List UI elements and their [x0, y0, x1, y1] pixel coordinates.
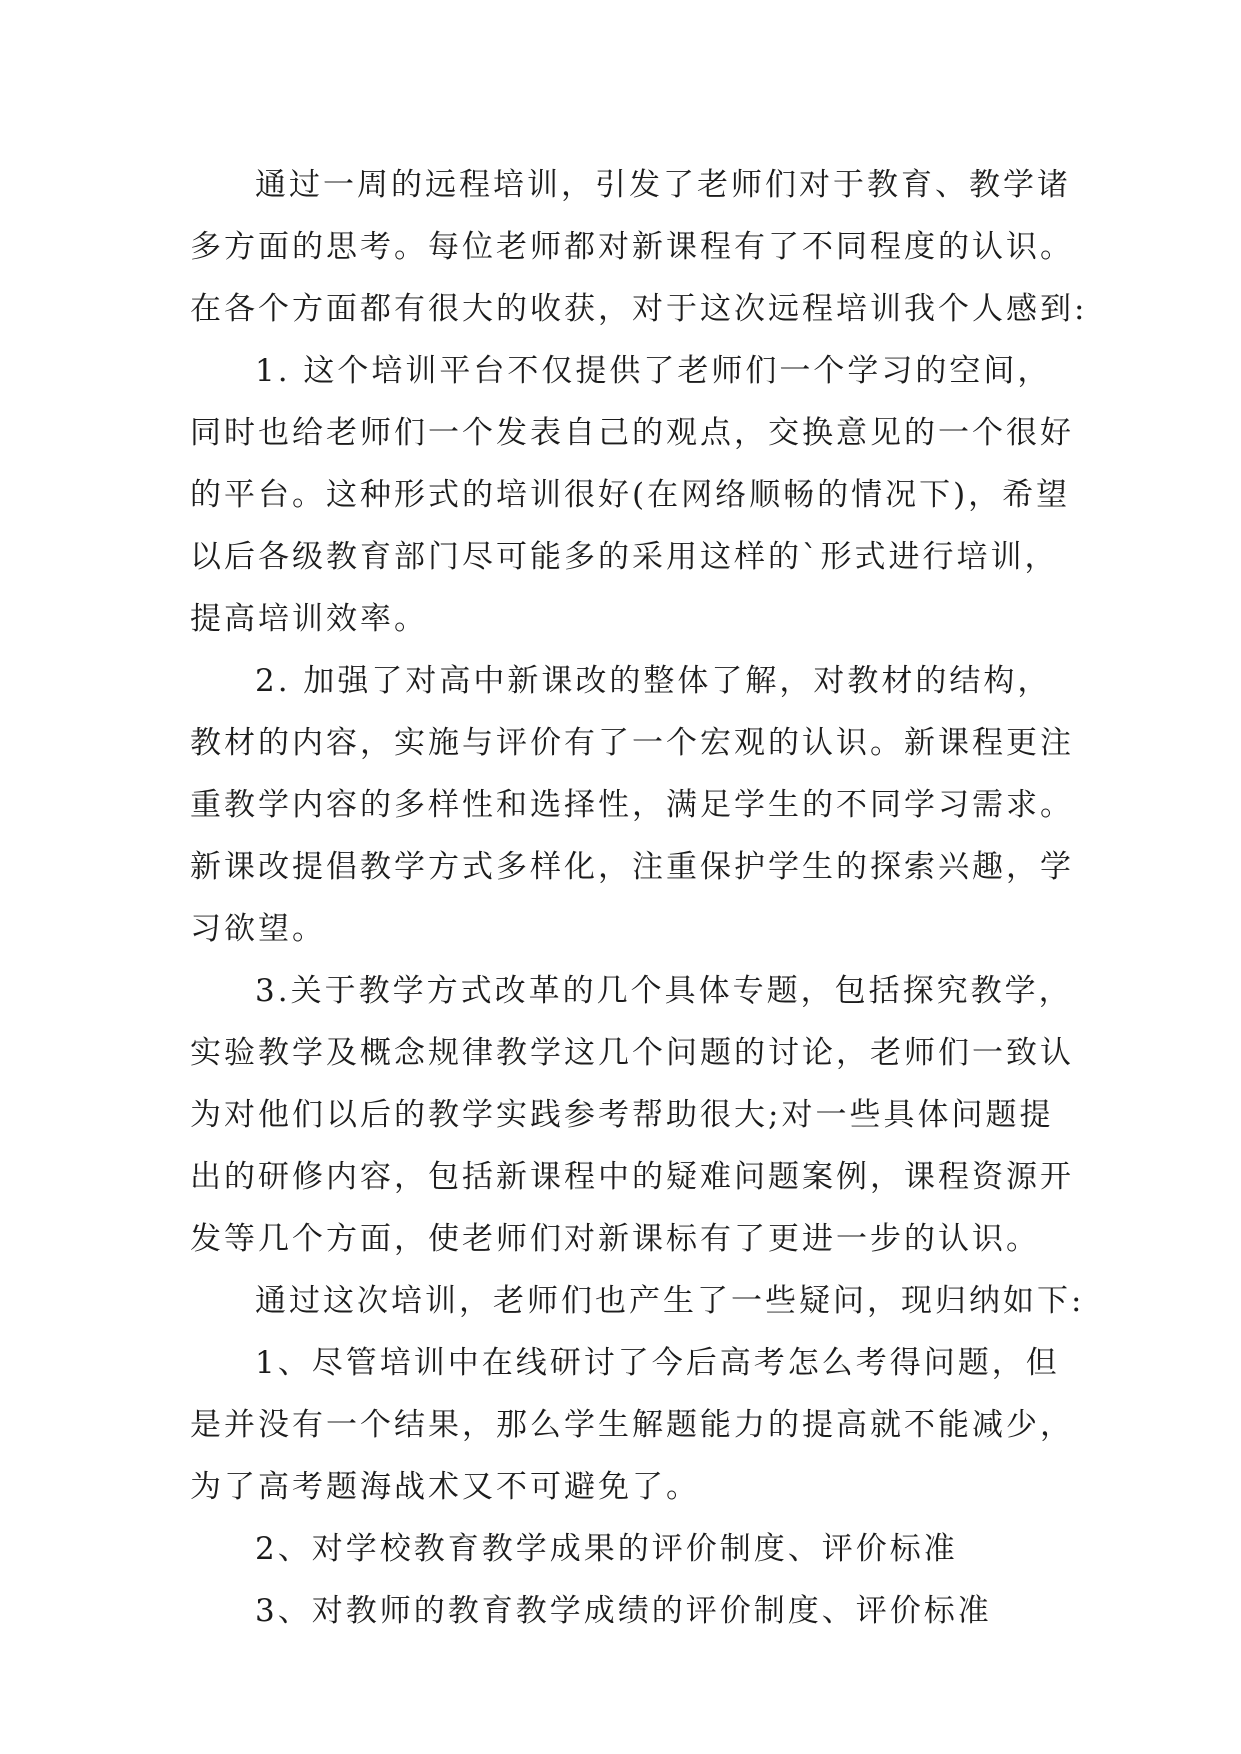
- text-line: 2、对学校教育教学成果的评价制度、评价标准: [255, 1531, 958, 1567]
- text-line: 3、对教师的教育教学成绩的评价制度、评价标准: [255, 1593, 992, 1629]
- text-line: 在各个方面都有很大的收获，对于这次远程培训我个人感到:: [190, 291, 1088, 327]
- text-line: 的平台。这种形式的培训很好(在网络顺畅的情况下)，希望: [190, 477, 1071, 513]
- text-line: 以后各级教育部门尽可能多的采用这样的`形式进行培训，: [190, 539, 1059, 575]
- text-line: 通过这次培训，老师们也产生了一些疑问，现归纳如下:: [255, 1283, 1085, 1319]
- text-line: 出的研修内容，包括新课程中的疑难问题案例，课程资源开: [190, 1159, 1074, 1195]
- text-line: 为对他们以后的教学实践参考帮助很大;对一些具体问题提: [190, 1097, 1054, 1133]
- text-line: 发等几个方面，使老师们对新课标有了更进一步的认识。: [190, 1221, 1040, 1257]
- text-line: 多方面的思考。每位老师都对新课程有了不同程度的认识。: [190, 229, 1074, 265]
- text-line: 新课改提倡教学方式多样化，注重保护学生的探索兴趣，学: [190, 849, 1074, 885]
- text-line: 提高培训效率。: [190, 601, 428, 637]
- text-line: 3.关于教学方式改革的几个具体专题，包括探究教学，: [255, 973, 1073, 1009]
- text-line: 同时也给老师们一个发表自己的观点，交换意见的一个很好: [190, 415, 1074, 451]
- text-line: 通过一周的远程培训，引发了老师们对于教育、教学诸: [255, 167, 1071, 203]
- text-line: 重教学内容的多样性和选择性，满足学生的不同学习需求。: [190, 787, 1074, 823]
- text-line: 2. 加强了对高中新课改的整体了解，对教材的结构，: [255, 663, 1052, 699]
- text-line: 是并没有一个结果，那么学生解题能力的提高就不能减少，: [190, 1407, 1074, 1443]
- text-line: 习欲望。: [190, 911, 326, 947]
- text-line: 教材的内容，实施与评价有了一个宏观的认识。新课程更注: [190, 725, 1074, 761]
- text-line: 为了高考题海战术又不可避免了。: [190, 1469, 700, 1505]
- text-line: 实验教学及概念规律教学这几个问题的讨论，老师们一致认: [190, 1035, 1074, 1071]
- text-line: 1. 这个培训平台不仅提供了老师们一个学习的空间，: [255, 353, 1052, 389]
- text-line: 1、尽管培训中在线研讨了今后高考怎么考得问题，但: [255, 1345, 1060, 1381]
